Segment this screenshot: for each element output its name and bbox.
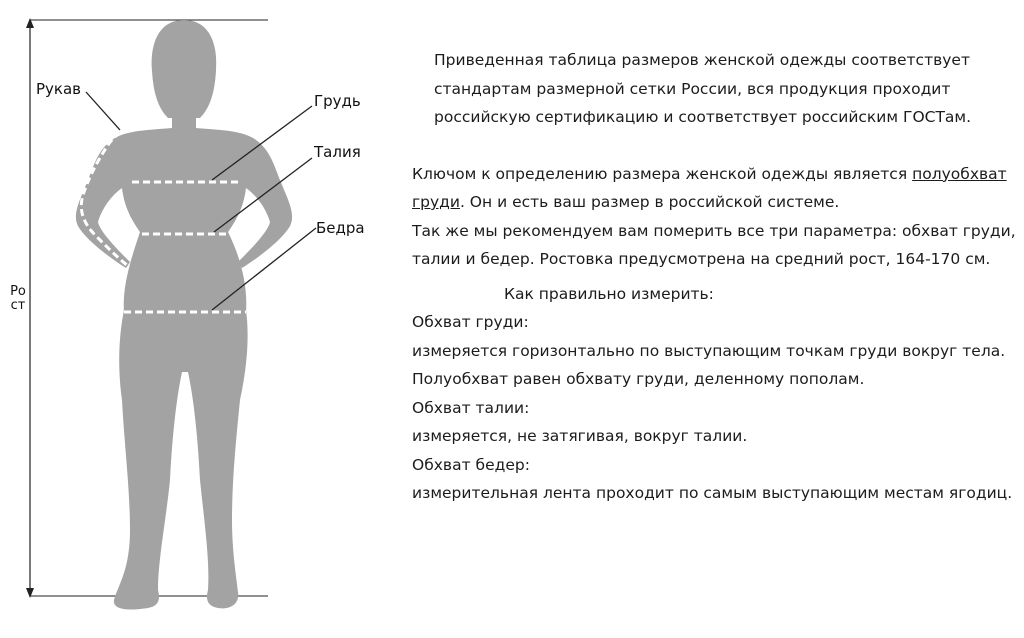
chest-label: Грудь bbox=[314, 92, 361, 110]
woman-silhouette bbox=[76, 20, 292, 610]
intro-paragraph: Приведенная таблица размеров женской одежды соответствует стандартам размерной сетки России, вся продукция проходит российскую сертификацию и соответствует российским ГОСТам. bbox=[434, 51, 972, 126]
key-paragraph bbox=[412, 160, 1016, 217]
waist-description: измеряется, не затягивая, вокруг талии. bbox=[412, 427, 748, 445]
size-guide-text bbox=[412, 46, 1016, 508]
waist-label: Талия bbox=[314, 143, 361, 161]
chest-description: измеряется горизонтально по выступающим точкам груди вокруг тела. Полуобхват равен обхвату груди, деленному пополам. bbox=[412, 341, 1006, 388]
body-measurement-figure bbox=[0, 0, 400, 638]
height-label: Рост bbox=[10, 284, 26, 313]
key-text-start: Ключом к определению размера женской одежды является bbox=[412, 164, 913, 183]
recommend-paragraph: Так же мы рекомендуем вам померить все три параметра: обхват груди, талии и бедер. Ростовка предусмотрена на средний рост, 164-170 см. bbox=[412, 221, 1016, 268]
chest-heading: Обхват груди: bbox=[412, 313, 529, 331]
key-underlined-term: полуобхват груди bbox=[412, 164, 1007, 211]
hips-label: Бедра bbox=[316, 219, 365, 237]
sleeve-leader bbox=[86, 92, 120, 130]
key-text-end: . Он и есть ваш размер в российской системе. bbox=[459, 193, 840, 211]
waist-heading: Обхват талии: bbox=[412, 398, 530, 417]
hips-heading: Обхват бедер: bbox=[412, 455, 530, 474]
hips-description: измерительная лента проходит по самым выступающим местам ягодиц. bbox=[412, 484, 1013, 502]
sleeve-label: Рукав bbox=[36, 80, 82, 98]
how-to-measure-title: Как правильно измерить: bbox=[504, 284, 714, 303]
